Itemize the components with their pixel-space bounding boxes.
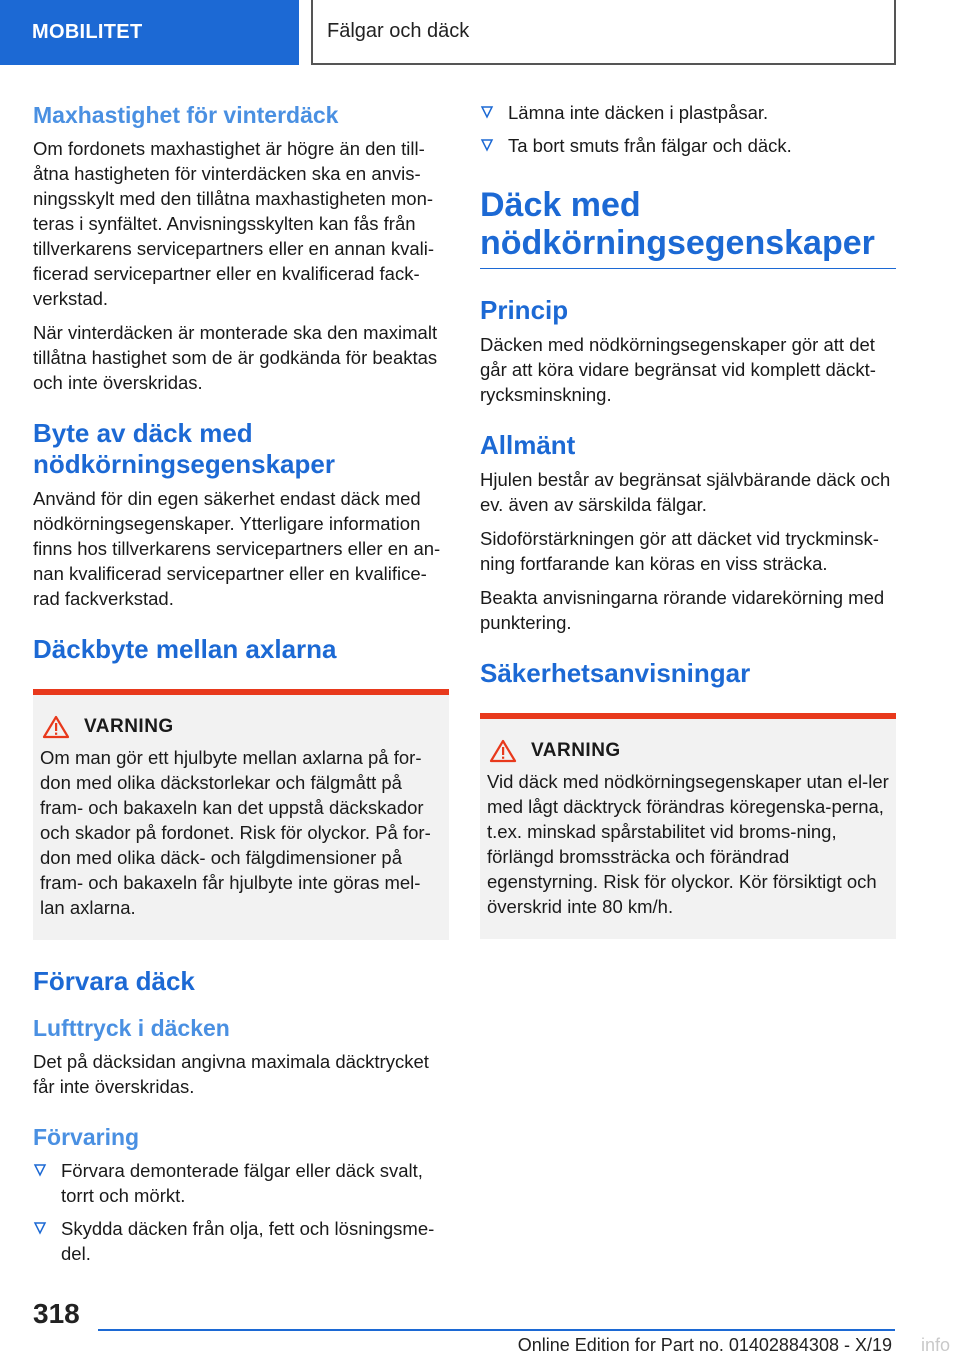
footer-divider (98, 1329, 895, 1331)
list-item: Skydda däcken från olja, fett och lösningsme-del. (33, 1216, 449, 1266)
warning-icon (42, 715, 70, 739)
heading-winter-speed: Maxhastighet för vinterdäck (33, 102, 339, 128)
list-item: Förvara demonterade fälgar eller däck svalt, torrt och mörkt. (33, 1158, 449, 1208)
heading-store-tires: Förvara däck (33, 966, 195, 996)
section-tab: MOBILITET (0, 0, 299, 65)
paragraph: Om fordonets maxhastighet är högre än den till-åtna hastigheten för vinterdäcken ska en anvis-ningsskylt med den tillåtna maxhastigheten mon-teras i synfältet. Anvisningsskylten kan fås från tillverkarens servicepartners eller en annan kvali-ficerad servicepartner eller en kvalificerad fack-verkstad. (33, 138, 435, 309)
warning-title: VARNING (531, 740, 621, 761)
paragraph: Använd för din egen säkerhet endast däck med nödkörningsegenskaper. Ytterligare information finns hos tillverkarens servicepartners eller en an-nan kvalificerad servicepartner eller en kvalifice-rad fackverkstad. (33, 488, 441, 609)
heading-principle: Princip (480, 295, 569, 325)
bullet-triangle-icon (33, 1163, 47, 1177)
heading-storage: Förvaring (33, 1124, 140, 1150)
left-column (33, 100, 449, 1276)
right-column (480, 100, 896, 965)
warning-text: Om man gör ett hjulbyte mellan axlarna på for-don med olika däckstorlekar och fälgmått på fram- och bakaxeln kan det uppstå däckskador och skador på fordonet. Risk för olyckor. På for-don med olika däck- och fälgdimensioner på fram- och bakaxeln får hjulbyte inte göras mel-lan axlarna. (40, 747, 431, 918)
warning-text: Vid däck med nödkörningsegenskaper utan el-ler med lågt däcktryck förändras köregenska-perna, t.ex. minskad spårstabilitet vid broms-ning, förlängd bromssträcka och förändrad egenstyrning. Risk för olyckor. Kör försiktigt och överskrid inte 80 km/h. (487, 771, 889, 917)
watermark: info (920, 1335, 950, 1355)
paragraph: När vinterdäcken är monterade ska den maximalt tillåtna hastighet som de är godkända för beaktas och inte överskridas. (33, 322, 438, 393)
paragraph: Däcken med nödkörningsegenskaper gör att det går att köra vidare begränsat vid komplett däckt-rycksminskning. (480, 334, 876, 405)
paragraph: Hjulen består av begränsat självbärande däck och ev. även av särskilda fälgar. (480, 469, 891, 515)
paragraph: Det på däcksidan angivna maximala däcktrycket får inte överskridas. (33, 1051, 429, 1097)
warning-box (33, 689, 449, 940)
paragraph: Sidoförstärkningen gör att däcket vid tryckminsk-ning fortfarande kan köras en viss sträcka. (480, 528, 879, 574)
heading-runflat-tires: Däck med nödkörningsegenskaper (480, 186, 896, 269)
storage-list (33, 1158, 449, 1266)
warning-box (480, 713, 896, 939)
heading-general: Allmänt (480, 430, 576, 460)
bullet-triangle-icon (480, 105, 494, 119)
chapter-title: Fälgar och däck (311, 0, 896, 65)
bullet-triangle-icon (480, 138, 494, 152)
list-item: Ta bort smuts från fälgar och däck. (480, 133, 896, 158)
bullet-triangle-icon (33, 1221, 47, 1235)
paragraph: Beakta anvisningarna rörande vidarekörning med punktering. (480, 587, 885, 633)
list-item: Lämna inte däcken i plastpåsar. (480, 100, 896, 125)
storage-list-continued (480, 100, 896, 158)
page-number: 318 (33, 1298, 80, 1329)
heading-safety: Säkerhetsanvisningar (480, 658, 751, 688)
heading-axle-swap: Däckbyte mellan axlarna (33, 634, 337, 664)
warning-title: VARNING (84, 716, 174, 737)
heading-tire-change: Byte av däck med nödkörningsegenskaper (33, 418, 335, 479)
warning-icon (489, 739, 517, 763)
heading-tire-pressure: Lufttryck i däcken (33, 1015, 230, 1041)
edition-text: Online Edition for Part no. 01402884308 - X/19 (517, 1335, 892, 1355)
